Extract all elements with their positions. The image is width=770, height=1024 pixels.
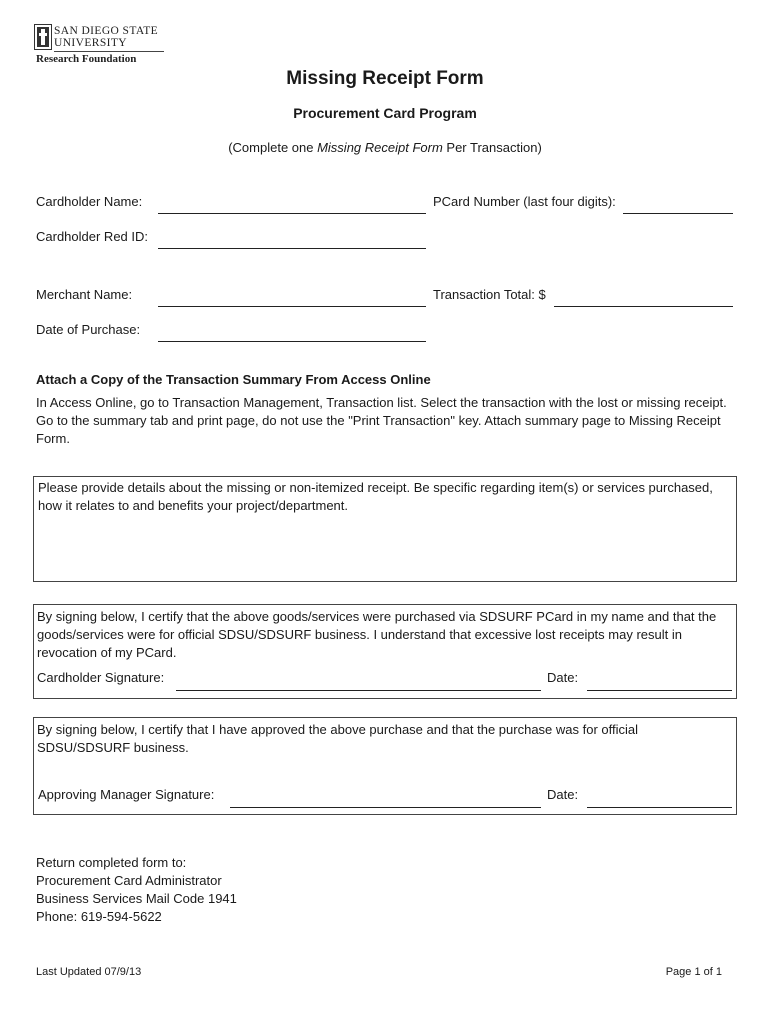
logo-text-line3: Research Foundation [36, 53, 137, 65]
attach-section-text: In Access Online, go to Transaction Management, Transaction list. Select the transaction with the lost or missing receipt. Go to the summary tab and print page, do not use the "Print Transaction" key. Attach summary page to Missing Receipt Form. [36, 395, 727, 446]
transaction-total-label: Transaction Total: $ [433, 287, 546, 302]
last-updated: Last Updated 07/9/13 [36, 966, 142, 978]
attach-section-heading: Attach a Copy of the Transaction Summary From Access Online [36, 372, 431, 387]
cardholder-signature-field[interactable] [176, 690, 541, 691]
cardholder-red-id-field[interactable] [158, 248, 426, 249]
date-of-purchase-field[interactable] [158, 341, 426, 342]
return-info-line2: Procurement Card Administrator [36, 873, 222, 888]
form-instruction [0, 140, 770, 155]
cardholder-red-id-label: Cardholder Red ID: [36, 229, 148, 244]
return-info-line4: Phone: 619-594-5622 [36, 909, 162, 924]
transaction-total-field[interactable] [554, 306, 733, 307]
university-logo [34, 24, 164, 64]
form-title: Missing Receipt Form [286, 68, 484, 89]
cardholder-certification-box [33, 604, 737, 699]
instruction-emphasis: Missing Receipt Form [317, 140, 443, 155]
date-of-purchase-label: Date of Purchase: [36, 322, 141, 337]
instruction-prefix: (Complete one [228, 140, 318, 155]
cardholder-certification-text: By signing below, I certify that the above goods/services were purchased via SDSURF PCard in my name and that the goods/services were for official SDSU/SDSURF business. I understand that excessive lost receipts may result in revocation of my PCard. [37, 609, 717, 660]
instruction-suffix: Per Transaction) [442, 140, 542, 155]
page-number: Page 1 of 1 [665, 966, 722, 978]
cardholder-name-field[interactable] [158, 213, 426, 214]
manager-date-label: Date: [547, 787, 579, 802]
logo-divider [54, 51, 164, 52]
logo-text-line2: UNIVERSITY [54, 37, 127, 49]
logo-text-line1: SAN DIEGO STATE [54, 25, 159, 37]
merchant-name-label: Merchant Name: [36, 287, 133, 302]
return-info-line3: Business Services Mail Code 1941 [36, 891, 237, 906]
manager-certification-box [33, 717, 737, 815]
merchant-name-field[interactable] [158, 306, 426, 307]
pcard-number-label: PCard Number (last four digits): [433, 194, 616, 209]
manager-signature-field[interactable] [230, 807, 541, 808]
manager-signature-label: Approving Manager Signature: [38, 787, 215, 802]
cardholder-date-field[interactable] [587, 690, 732, 691]
cardholder-name-label: Cardholder Name: [36, 194, 143, 209]
manager-date-field[interactable] [587, 807, 732, 808]
return-info [36, 854, 237, 926]
form-subtitle: Procurement Card Program [293, 105, 477, 121]
return-info-line1: Return completed form to: [36, 855, 187, 870]
sdsu-shield-icon [34, 24, 52, 50]
details-box[interactable] [33, 476, 737, 582]
cardholder-signature-label: Cardholder Signature: [37, 670, 165, 685]
details-box-text: Please provide details about the missing or non-itemized receipt. Be specific regarding item(s) or services purchased, how it relates to and benefits your project/department. [38, 480, 713, 513]
pcard-number-field[interactable] [623, 213, 733, 214]
manager-certification-text: By signing below, I certify that I have approved the above purchase and that the purchase was for official SDSU/SDSURF business. [37, 722, 639, 755]
cardholder-date-label: Date: [547, 670, 579, 685]
